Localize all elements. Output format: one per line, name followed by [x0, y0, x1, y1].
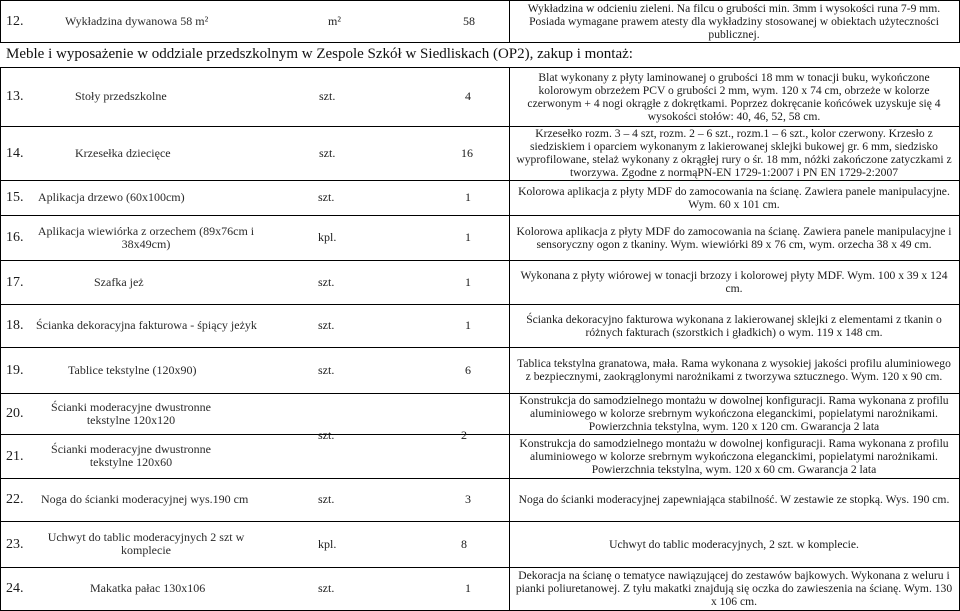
- item-qty: 58: [463, 13, 475, 28]
- item-qty: 2: [461, 428, 467, 442]
- row-number: 12.: [6, 13, 24, 29]
- item-qty: 16: [461, 145, 473, 160]
- item-description: Tablica tekstylna granatowa, mała. Rama wykonana z wysokiej jakości profilu aluminiowego z bezpiecznymi, zaokrąglonymi narożnikami z tworzywa sztucznego. Wym. 120 x 90 cm.: [517, 357, 951, 383]
- item-unit: szt.: [318, 492, 335, 506]
- item-qty: 1: [465, 274, 471, 289]
- item-name: Szafka jeż: [94, 274, 144, 289]
- item-unit: szt.: [318, 428, 335, 442]
- item-unit: szt.: [318, 581, 335, 595]
- item-description: Dekoracja na ścianę o tematyce nawiązującej do zestawów bajkowych. Wykonana z weluru i pianki poliuretanowej. Z tyłu makatki znajdują się oczka do zawieszenia na ścianę. Wym. 130 x 106 cm.: [515, 569, 953, 608]
- row-number: 21.: [6, 448, 24, 464]
- item-name: Ścianki moderacyjne dwustronne tekstylne 120x60: [51, 442, 211, 469]
- item-description: Krzesełko rozm. 3 – 4 szt, rozm. 2 – 6 szt., rozm.1 – 6 szt., kolor czerwony. Krzesło z siedziskiem i oparciem wykonanym z lakierowanej sklejki bukowej gr. 6 mm, siedzisko wyprofilowane, stelaż wykonany z okrągłej rury o śr. 18 mm, nóżki zakończone zatyczkami z tworzywa. Zgodne z normąPN-EN 1729-1:2007 i PN EN 1729-2:2007: [516, 127, 952, 179]
- item-name: Noga do ścianki moderacyjnej wys.190 cm: [41, 492, 249, 506]
- row-number: 17.: [6, 274, 24, 290]
- row-number: 24.: [6, 581, 24, 596]
- row-number: 22.: [6, 492, 24, 507]
- item-qty: 8: [461, 536, 467, 551]
- item-name: Makatka pałac 130x106: [90, 581, 206, 595]
- item-name: Wykładzina dywanowa 58 m²: [65, 13, 209, 28]
- row-number: 19.: [6, 362, 24, 378]
- item-qty: 1: [465, 581, 471, 595]
- item-name: Aplikacja drzewo (60x100cm): [38, 190, 185, 204]
- item-name: Aplikacja wiewiórka z orzechem (89x76cm i 38x49cm): [37, 223, 255, 251]
- item-unit: kpl.: [318, 230, 337, 244]
- row-number: 18.: [6, 318, 24, 333]
- item-unit: szt.: [318, 318, 335, 332]
- item-unit: kpl.: [318, 536, 337, 551]
- item-qty: 1: [465, 190, 471, 204]
- row-number: 20.: [6, 406, 24, 421]
- row-number: 16.: [6, 230, 24, 245]
- item-description: Ścianka dekoracyjno fakturowa wykonana z lakierowanej sklejki z elementami z tkanin o różnych fakturach (szorstkich i gładkich) o wym. 119 x 148 cm.: [526, 312, 942, 339]
- row-number: 23.: [6, 536, 24, 552]
- item-unit: m²: [328, 13, 341, 28]
- item-description: Blat wykonany z płyty laminowanej o grubości 18 mm w tonacji buku, wykończone kolorowym obrzeżem PCV o grubości 2 mm, wym. 120 x 74 cm, obrzeże w kolorze czerwonym + 4 nogi okrągłe z dokrętkami. Poprzez dokręcanie końcówek uzyskuje się 4 wysokości stołów: 40, 46, 52, 58 cm.: [527, 70, 941, 123]
- item-name: Ścianki moderacyjne dwustronne tekstylne 120x120: [51, 399, 211, 427]
- item-description: Noga do ścianki moderacyjnej zapewniająca stabilność. W zestawie ze stopką. Wys. 190 cm.: [518, 493, 950, 506]
- item-name: Uchwyt do tablic moderacyjnych 2 szt w komplecie: [47, 530, 245, 557]
- section-title: Meble i wyposażenie w oddziale przedszkolnym w Zespole Szkół w Siedliskach (OP2), zakup i montaż:: [6, 46, 633, 62]
- row-number: 13.: [6, 89, 24, 104]
- item-qty: 6: [465, 362, 471, 377]
- item-description: Wykładzina w odcieniu zieleni. Na filcu o grubości min. 3mm i wysokości runa 7-9 mm. Posiada wymagane prawem atesty dla wykładziny stosowanej w obiektach użyteczności publicznej.: [527, 1, 941, 41]
- row-number: 15.: [6, 190, 24, 205]
- item-name: Ścianka dekoracyjna fakturowa - śpiący jeżyk: [36, 318, 257, 332]
- item-unit: szt.: [318, 362, 335, 377]
- item-qty: 4: [465, 89, 471, 103]
- item-name: Krzesełka dziecięce: [75, 145, 171, 160]
- row-number: 14.: [6, 145, 24, 161]
- item-description: Konstrukcja do samodzielnego montażu w dowolnej konfiguracji. Rama wykonana z profilu aluminiowego w kolorze srebrnym wykończona eleganckimi, popielatymi narożnikami. Powierzchnia tekstylna, wym. 120 x 120 cm. Gwarancja 2 lata: [519, 394, 949, 433]
- item-qty: 1: [465, 230, 471, 244]
- item-name: Tablice tekstylne (120x90): [68, 362, 197, 377]
- item-unit: szt.: [319, 145, 336, 160]
- item-description: Konstrukcja do samodzielnego montażu w dowolnej konfiguracji. Rama wykonana z profilu aluminiowego w kolorze srebrnym wykończona eleganckimi, popielatymi narożnikami. Powierzchnia tekstylna, wym. 120 x 60 cm. Gwarancja 2 lata: [519, 436, 949, 476]
- item-unit: szt.: [318, 190, 335, 204]
- item-description: Wykonana z płyty wiórowej w tonacji brzozy i kolorowej płyty MDF. Wym. 100 x 39 x 124 cm.: [520, 269, 948, 295]
- item-description: Kolorowa aplikacja z płyty MDF do zamocowania na ścianę. Zawiera panele manipulacyjne. Wym. 60 x 101 cm.: [518, 184, 950, 211]
- item-unit: szt.: [319, 89, 336, 103]
- item-unit: szt.: [318, 274, 335, 289]
- item-description: Uchwyt do tablic moderacyjnych, 2 szt. w komplecie.: [609, 537, 859, 551]
- item-qty: 3: [465, 492, 471, 506]
- item-description: Kolorowa aplikacja z płyty MDF do zamocowania na ścianę. Zawiera panele manipulacyjne i sensoryczny ogon z tkaniny. Wym. wiewiórki 89 x 76 cm, wym. orzecha 38 x 49 cm.: [516, 224, 952, 251]
- item-name: Stoły przedszkolne: [75, 89, 167, 103]
- item-qty: 1: [465, 318, 471, 332]
